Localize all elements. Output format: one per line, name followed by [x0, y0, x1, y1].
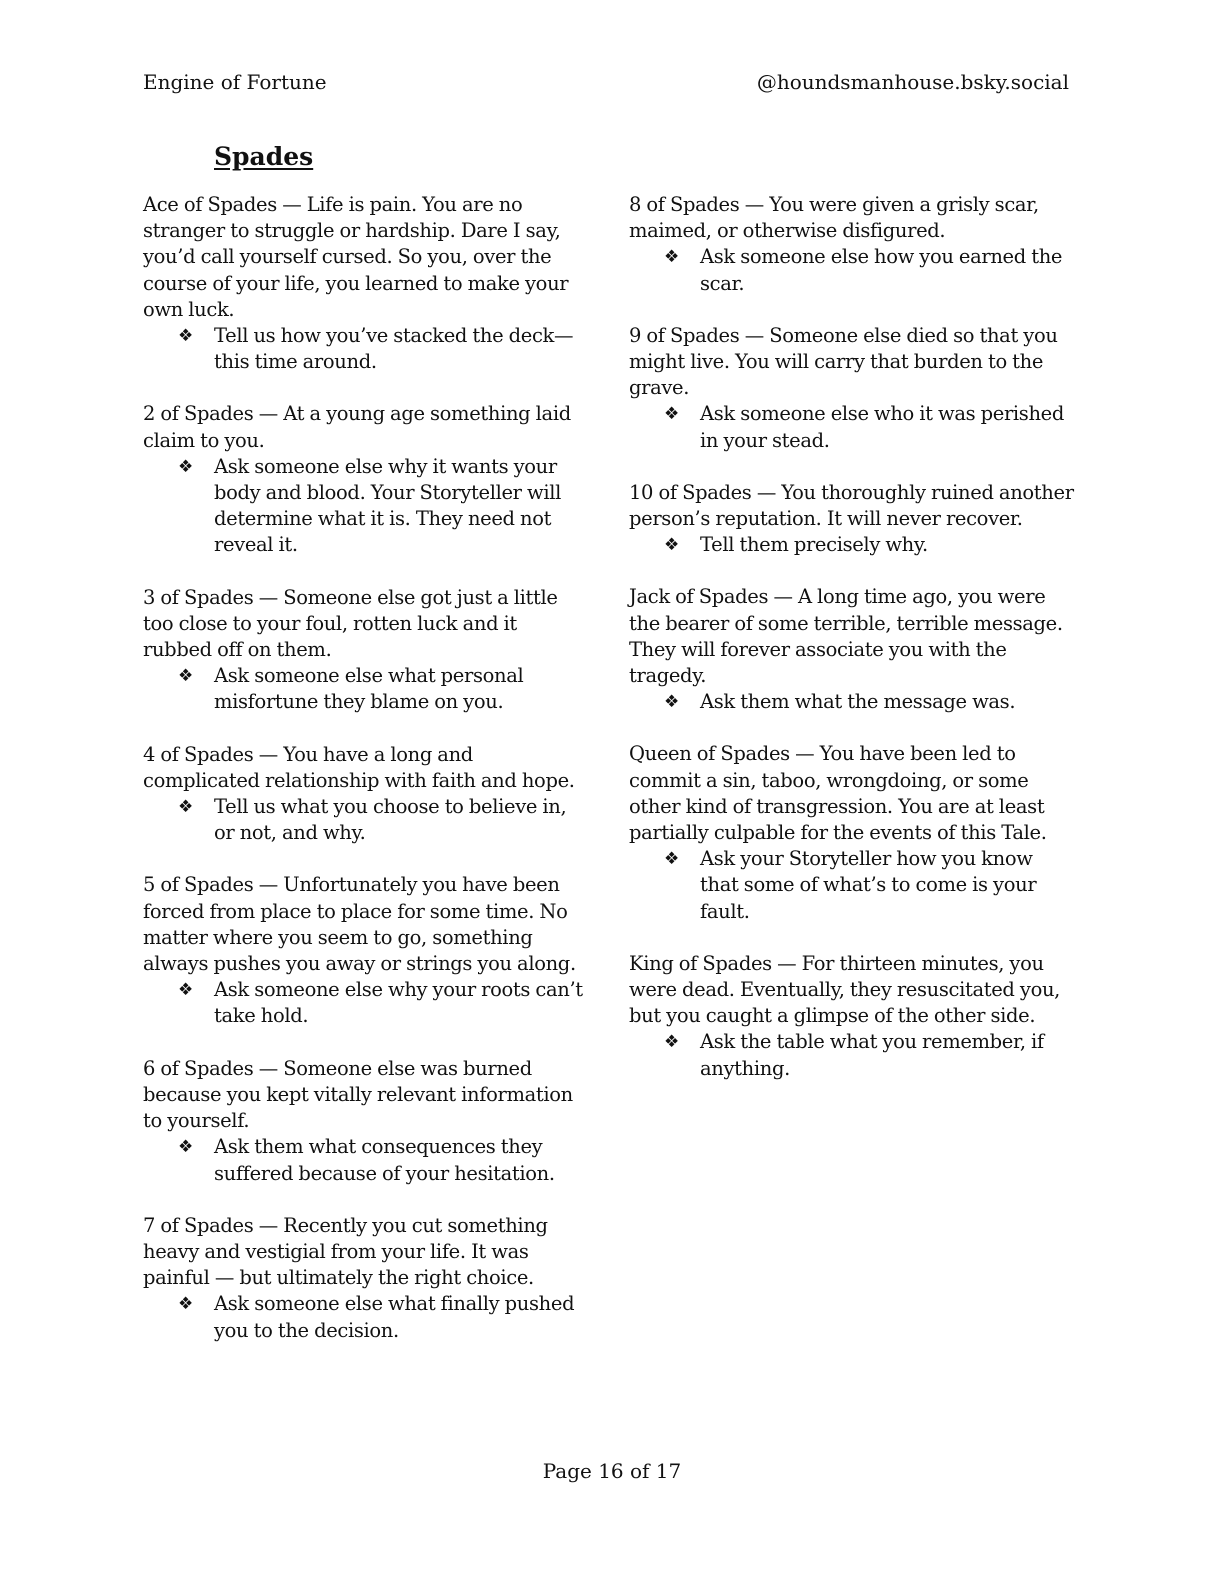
card-entry-jack-of-spades [629, 584, 1074, 715]
card-prompt [143, 794, 588, 846]
card-prompt [629, 532, 1074, 558]
card-entry-8-of-spades [629, 192, 1074, 297]
card-prompt [629, 846, 1074, 925]
card-description: 8 of Spades — You were given a grisly scar, maimed, or otherwise disfigured. [629, 193, 1039, 243]
page-header [143, 68, 1069, 96]
diamond-bullet-icon: ❖ [664, 1032, 679, 1053]
card-prompt-text: Ask someone else what personal misfortune they blame on you. [214, 664, 524, 714]
card-description: 10 of Spades — You thoroughly ruined another person’s reputation. It will never recover. [629, 480, 1074, 531]
card-prompt-text: Tell us what you choose to believe in, or not, and why. [214, 795, 567, 845]
card-prompt [629, 244, 1074, 296]
card-entry-5-of-spades [143, 872, 588, 1029]
page-number: Page 16 of 17 [542, 1459, 682, 1483]
diamond-bullet-icon: ❖ [178, 326, 193, 347]
card-description: 9 of Spades — Someone else died so that you might live. You will carry that burden to the grave. [629, 323, 1058, 400]
card-description: 3 of Spades — Someone else got just a little too close to your foul, rotten luck and it rubbed off on them. [143, 585, 558, 662]
card-entry-3-of-spades [143, 585, 588, 716]
card-description: 2 of Spades — At a young age something laid claim to you. [143, 402, 571, 452]
left-column [143, 192, 588, 1370]
card-description: Ace of Spades — Life is pain. You are no stranger to struggle or hardship. Dare I say, you’d call yourself cursed. So you, over the course of your life, you learned to make your own luck. [143, 193, 569, 321]
diamond-bullet-icon: ❖ [664, 404, 679, 425]
card-entry-10-of-spades [629, 480, 1074, 559]
card-description: 5 of Spades — Unfortunately you have been forced from place to place for some time. No matter where you seem to go, something always pushes you away or strings you along. [143, 873, 576, 976]
diamond-bullet-icon: ❖ [664, 692, 679, 713]
card-prompt-text: Ask your Storyteller how you know that some of what’s to come is your fault. [700, 847, 1037, 923]
card-prompt [143, 323, 588, 375]
diamond-bullet-icon: ❖ [178, 1137, 193, 1158]
card-prompt-text: Ask someone else how you earned the scar. [700, 245, 1063, 295]
card-prompt [629, 1029, 1074, 1081]
diamond-bullet-icon: ❖ [178, 666, 193, 687]
right-column [629, 192, 1074, 1108]
section-title: Spades [214, 142, 314, 171]
diamond-bullet-icon: ❖ [178, 456, 193, 477]
card-prompt-text: Ask someone else what finally pushed you to the decision. [214, 1292, 575, 1342]
page-footer [0, 1457, 1224, 1485]
diamond-bullet-icon: ❖ [664, 535, 679, 556]
card-prompt-text: Ask someone else why your roots can’t take hold. [214, 978, 583, 1028]
card-prompt-text: Ask them what consequences they suffered because of your hesitation. [214, 1135, 555, 1185]
card-prompt [143, 977, 588, 1029]
card-prompt [143, 663, 588, 715]
card-entry-king-of-spades [629, 951, 1074, 1082]
card-entry-queen-of-spades [629, 741, 1074, 924]
diamond-bullet-icon: ❖ [178, 980, 193, 1001]
card-prompt [143, 1291, 588, 1343]
diamond-bullet-icon: ❖ [178, 797, 193, 818]
diamond-bullet-icon: ❖ [178, 1294, 193, 1315]
card-description: King of Spades — For thirteen minutes, you were dead. Eventually, they resuscitated you, but you caught a glimpse of the other side. [629, 951, 1061, 1028]
card-entry-ace-of-spades [143, 192, 588, 375]
card-prompt-text: Ask them what the message was. [700, 690, 1016, 714]
diamond-bullet-icon: ❖ [664, 849, 679, 870]
card-prompt-text: Ask someone else why it wants your body and blood. Your Storyteller will determine what it is. They need not reveal it. [214, 454, 561, 557]
card-prompt [143, 1134, 588, 1186]
card-prompt-text: Tell them precisely why. [700, 533, 928, 557]
author-handle: @houndsmanhouse.bsky.social [756, 70, 1069, 94]
card-entry-4-of-spades [143, 742, 588, 847]
diamond-bullet-icon: ❖ [664, 247, 679, 268]
card-prompt-text: Ask the table what you remember, if anything. [700, 1030, 1044, 1080]
card-prompt [143, 454, 588, 559]
card-entry-6-of-spades [143, 1056, 588, 1187]
card-description: Queen of Spades — You have been led to commit a sin, taboo, wrongdoing, or some other kind of transgression. You are at least partially culpable for the events of this Tale. [629, 742, 1047, 845]
card-prompt [629, 689, 1074, 715]
card-prompt [629, 401, 1074, 453]
card-description: Jack of Spades — A long time ago, you were the bearer of some terrible, terrible message. They will forever associate you with the tragedy. [629, 585, 1063, 688]
card-entry-2-of-spades [143, 401, 588, 558]
card-entry-9-of-spades [629, 323, 1074, 454]
card-prompt-text: Ask someone else who it was perished in your stead. [700, 402, 1064, 452]
card-prompt-text: Tell us how you’ve stacked the deck—this time around. [214, 324, 574, 374]
document-title: Engine of Fortune [143, 70, 327, 94]
card-description: 7 of Spades — Recently you cut something heavy and vestigial from your life. It was painful — but ultimately the right choice. [143, 1213, 548, 1290]
card-description: 6 of Spades — Someone else was burned because you kept vitally relevant information to yourself. [143, 1056, 573, 1133]
card-entry-7-of-spades [143, 1213, 588, 1344]
card-description: 4 of Spades — You have a long and complicated relationship with faith and hope. [143, 742, 575, 792]
